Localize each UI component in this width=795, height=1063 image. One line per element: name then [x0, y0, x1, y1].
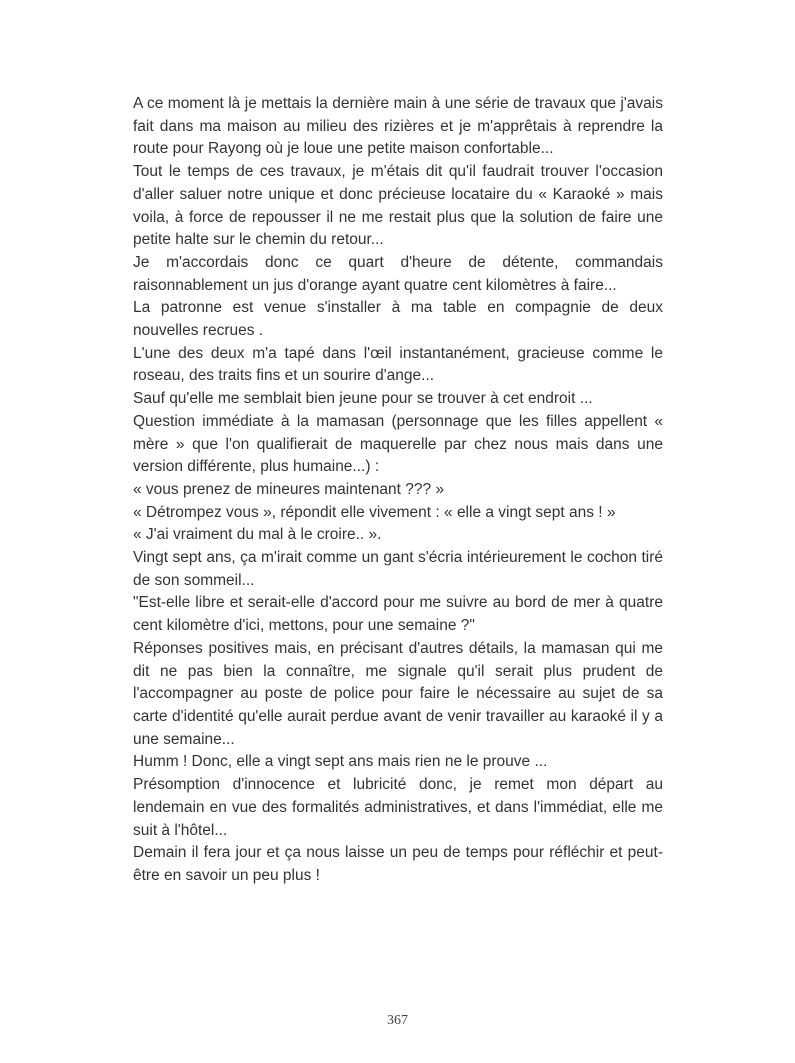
paragraph: Présomption d'innocence et lubricité donc, je remet mon départ au lendemain en vue des formalités administratives, et dans l'immédiat, elle me suit à l'hôtel... — [133, 776, 663, 839]
text-block — [133, 93, 663, 888]
paragraph: Sauf qu'elle me semblait bien jeune pour se trouver à cet endroit ... — [133, 390, 593, 408]
paragraph: Question immédiate à la mamasan (personnage que les filles appellent « mère » que l'on qualifierait de maquerelle par chez nous mais dans une version différente, plus humaine...) : — [133, 412, 663, 476]
paragraph: Je m'accordais donc ce quart d'heure de détente, commandais raisonnablement un jus d'orange ayant quatre cent kilomètres à faire... — [133, 253, 663, 294]
paragraph: Tout le temps de ces travaux, je m'étais dit qu'il faudrait trouver l'occasion d'aller saluer notre unique et donc précieuse locataire du « Karaoké » mais voila, à force de repousser il ne me restait plus que la solution de faire une petite halte sur le chemin du retour... — [133, 163, 663, 249]
paragraph: Réponses positives mais, en précisant d'autres détails, la mamasan qui me dit ne pas bien la connaître, me signale qu'il serait plus prudent de l'accompagner au poste de police pour faire le nécessaire au sujet de sa carte d'identité qu'elle aurait perdue avant de venir travailler au karaoké il y a une semaine... — [133, 639, 663, 748]
paragraph: « vous prenez de mineures maintenant ??? » — [133, 480, 445, 498]
paragraph: Vingt sept ans, ça m'irait comme un gant s'écria intérieurement le cochon tiré de son sommeil... — [133, 549, 663, 589]
paragraph: Humm ! Donc, elle a vingt sept ans mais rien ne le prouve ... — [133, 753, 548, 771]
paragraph: « J'ai vraiment du mal à le croire.. ». — [133, 526, 382, 544]
paragraph: La patronne est venue s'installer à ma table en compagnie de deux nouvelles recrues . — [133, 299, 663, 340]
paragraph: "Est-elle libre et serait-elle d'accord pour me suivre au bord de mer à quatre cent kilomètre d'ici, mettons, pour une semaine ?" — [133, 594, 663, 635]
paragraph: A ce moment là je mettais la dernière main à une série de travaux que j'avais fait dans ma maison au milieu des rizières et je m'apprêtais à reprendre la route pour Rayong où je loue une petite maison confortable... — [133, 95, 663, 158]
paragraph: Demain il fera jour et ça nous laisse un peu de temps pour réfléchir et peut-être en savoir un peu plus ! — [133, 844, 663, 884]
page-number: 367 — [387, 1013, 408, 1028]
paragraph: L'une des deux m'a tapé dans l'œil instantanément, gracieuse comme le roseau, des traits fins et un sourire d'ange... — [133, 344, 663, 385]
paragraph: « Détrompez vous », répondit elle vivement : « elle a vingt sept ans ! » — [133, 503, 616, 521]
